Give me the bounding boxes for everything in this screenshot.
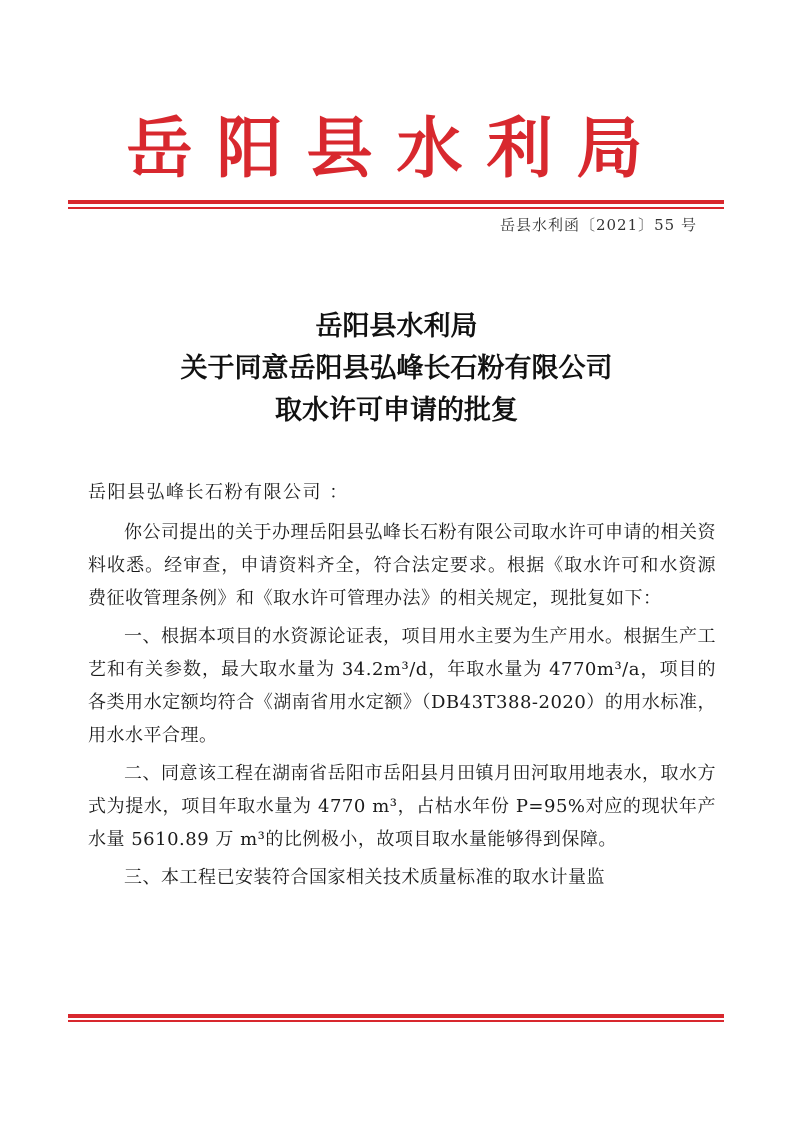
document-body xyxy=(88,516,716,899)
title-line-3: 取水许可申请的批复 xyxy=(275,395,518,426)
header-red-rule-thin xyxy=(68,207,724,209)
footer-red-rule-thick xyxy=(68,1014,724,1018)
header-red-rule-thick xyxy=(68,200,724,204)
issuing-authority-header: 岳阳县水利局 xyxy=(126,109,667,187)
footer-red-rule-thin xyxy=(68,1020,724,1022)
title-line-2: 关于同意岳阳县弘峰长石粉有限公司 xyxy=(180,353,613,384)
salutation: 岳阳县弘峰长石粉有限公司 ： xyxy=(88,482,349,503)
document-number: 岳县水利函〔2021〕55 号 xyxy=(499,216,697,234)
paragraph-item-3: 三、本工程已安装符合国家相关技术质量标准的取水计量监 xyxy=(124,867,605,888)
title-line-1: 岳阳县水利局 xyxy=(315,311,478,342)
paragraph-item-2: 二、同意该工程在湖南省岳阳市岳阳县月田镇月田河取用地表水，取水方式为提水，项目年取水量为 4770 m³，占枯水年份 P=95%对应的现状年产水量 5610.89 万 m³的比例极小，故项目取水量能够得到保障。 xyxy=(88,763,716,850)
paragraph-item-1: 一、根据本项目的水资源论证表，项目用水主要为生产用水。根据生产工艺和有关参数，最大取水量为 34.2m³/d，年取水量为 4770m³/a，项目的各类用水定额均符合《湖南省用水定额》（DB43T388-2020）的用水标准，用水水平合理。 xyxy=(88,626,716,746)
paragraph-intro: 你公司提出的关于办理岳阳县弘峰长石粉有限公司取水许可申请的相关资料收悉。经审查，申请资料齐全，符合法定要求。根据《取水许可和水资源费征收管理条例》和《取水许可管理办法》的相关规定，现批复如下： xyxy=(88,522,716,609)
document-title xyxy=(60,306,733,432)
